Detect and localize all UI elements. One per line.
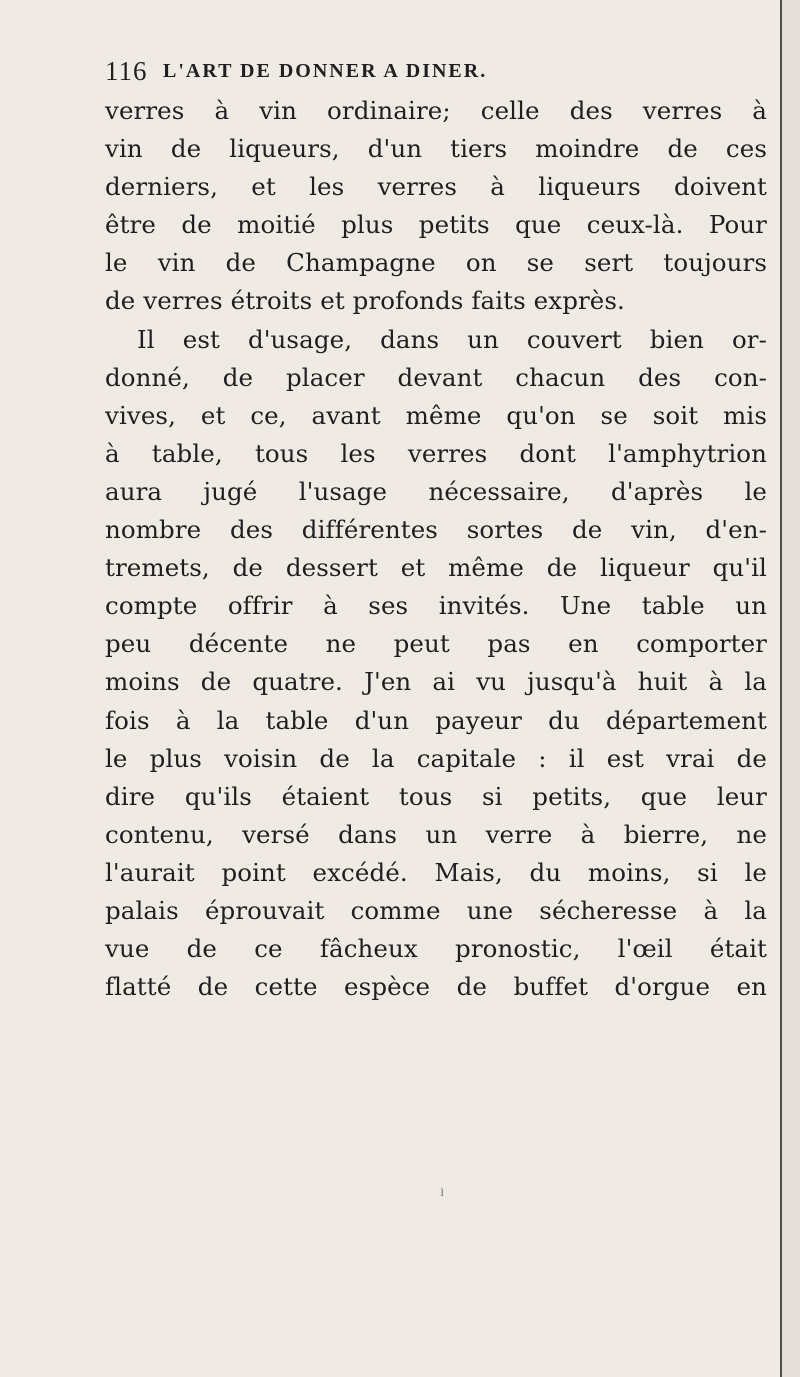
text-line: être de moitié plus petits que ceux-là. Pour <box>105 210 767 240</box>
text-line: le vin de Champagne on se sert toujours <box>105 248 767 278</box>
page-number: 116 <box>105 56 148 86</box>
footer-mark: ı <box>440 1183 445 1200</box>
text-line: donné, de placer devant chacun des con- <box>105 362 767 392</box>
text-line: verres à vin ordinaire; celle des verres à <box>105 96 767 125</box>
text-line: contenu, versé dans un verre à bierre, ne <box>105 819 767 849</box>
text-line: flatté de cette espèce de buffet d'orgue en <box>105 972 767 1002</box>
text-line: vives, et ce, avant même qu'on se soit mis <box>105 400 767 430</box>
text-line: nombre des différentes sortes de vin, d'en- <box>105 515 767 545</box>
running-head: L'ART DE DONNER A DINER. <box>163 60 488 82</box>
body-text <box>105 92 767 1006</box>
text-line: derniers, et les verres à liqueurs doivent <box>105 172 767 202</box>
text-line: tremets, de dessert et même de liqueur qu'il <box>105 553 767 583</box>
text-line: aura jugé l'usage nécessaire, d'après le <box>105 476 767 506</box>
paragraph-first-line: Il est d'usage, dans un couvert bien or- <box>137 324 767 354</box>
text-line: le plus voisin de la capitale : il est vrai de <box>105 743 767 773</box>
text-line: peu décente ne peut pas en comporter <box>105 629 767 659</box>
text-line: moins de quatre. J'en ai vu jusqu'à huit à la <box>105 667 767 697</box>
text-line: dire qu'ils étaient tous si petits, que leur <box>105 781 767 811</box>
page-header <box>105 56 765 96</box>
text-line: compte offrir à ses invités. Une table un <box>105 591 767 621</box>
text-line: vin de liqueurs, d'un tiers moindre de ces <box>105 134 767 164</box>
text-line: fois à la table d'un payeur du département <box>105 705 767 735</box>
text-line: à table, tous les verres dont l'amphytrion <box>105 438 767 468</box>
text-line: l'aurait point excédé. Mais, du moins, si le <box>105 857 767 887</box>
binding-shadow <box>780 0 782 1377</box>
page-gutter <box>782 0 800 1377</box>
text-line: de verres étroits et profonds faits exprès. <box>105 286 625 316</box>
text-line: palais éprouvait comme une sécheresse à la <box>105 895 767 925</box>
text-line: vue de ce fâcheux pronostic, l'œil était <box>105 934 767 964</box>
